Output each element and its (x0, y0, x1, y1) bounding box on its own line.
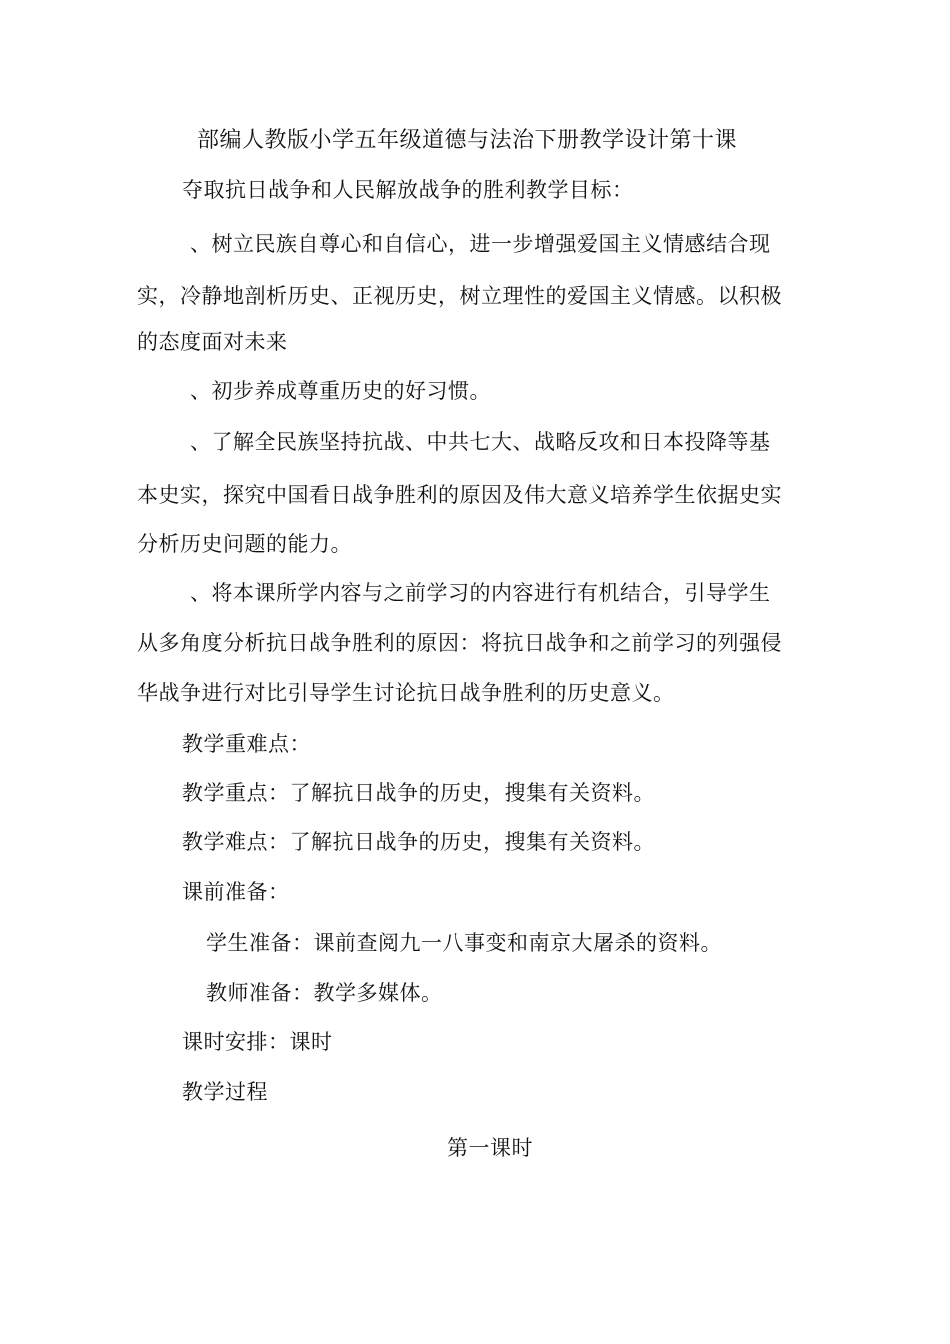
objective-3-line-1: 、了解全民族坚持抗战、中共七大、战略反攻和日本投降等基 (190, 430, 771, 454)
student-preparation-line: 学生准备：课前查阅九一八事变和南京大屠杀的资料。 (206, 931, 722, 955)
lesson-title-line: 夺取抗日战争和人民解放战争的胜利教学目标： (182, 178, 634, 202)
process-heading: 教学过程 (182, 1080, 268, 1104)
teacher-preparation-line: 教师准备：教学多媒体。 (206, 981, 443, 1005)
objective-4-line-3: 华战争进行对比引导学生讨论抗日战争胜利的历史意义。 (137, 681, 675, 705)
objective-1-line-3: 的态度面对未来 (137, 330, 288, 354)
objective-1-line-2: 实，冷静地剖析历史、正视历史，树立理性的爱国主义情感。以积极 (137, 284, 782, 308)
objective-1-line-1: 、树立民族自尊心和自信心，进一步增强爱国主义情感结合现 (190, 232, 771, 256)
preparation-heading: 课前准备： (182, 880, 290, 904)
objective-2-line: 、初步养成尊重历史的好习惯。 (190, 379, 491, 403)
key-points-heading: 教学重难点： (182, 732, 311, 756)
objective-3-line-2: 本史实，探究中国看日战争胜利的原因及伟大意义培养学生依据史实 (137, 483, 782, 507)
key-point-line: 教学重点：了解抗日战争的历史，搜集有关资料。 (182, 781, 655, 805)
document-title: 部编人教版小学五年级道德与法治下册教学设计第十课 (197, 128, 738, 153)
schedule-line: 课时安排：课时 (182, 1030, 333, 1054)
first-period-heading: 第一课时 (447, 1136, 533, 1160)
difficult-point-line: 教学难点：了解抗日战争的历史，搜集有关资料。 (182, 830, 655, 854)
objective-4-line-2: 从多角度分析抗日战争胜利的原因：将抗日战争和之前学习的列强侵 (137, 631, 782, 655)
objective-3-line-3: 分析历史问题的能力。 (137, 532, 352, 556)
objective-4-line-1: 、将本课所学内容与之前学习的内容进行有机结合，引导学生 (190, 581, 771, 605)
